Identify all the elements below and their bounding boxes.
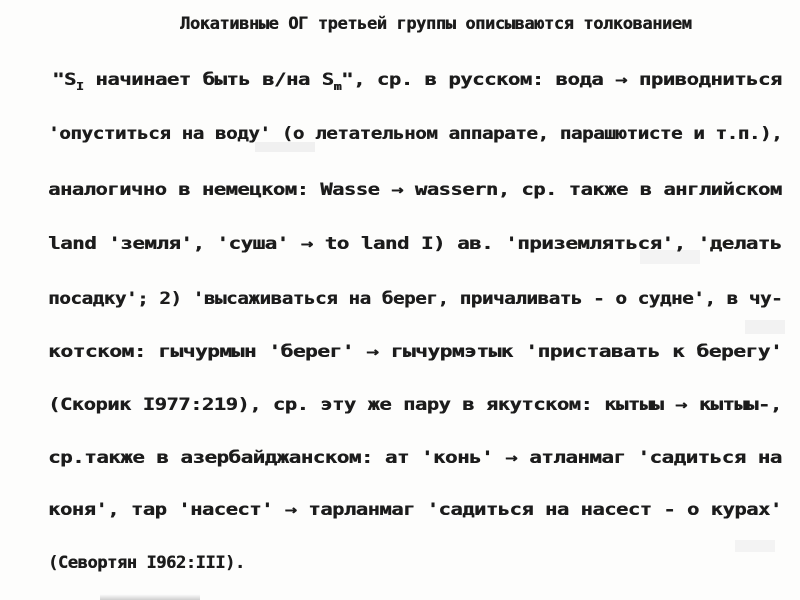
formula-open: "S [52, 70, 76, 90]
text-line-6: посадку'; 2) 'высаживаться на берег, причаливать - о судне', в чу- [48, 289, 783, 309]
show-through-mark [735, 540, 775, 552]
text-line-3: 'опуститься на воду' (о летательном аппарате, парашютисте и т.п.), [48, 124, 783, 144]
text-line-10: коня', тар 'насест' → тарланмаг 'садиться на насест - о курах' [48, 500, 782, 520]
text-line-8: (Скорик I977:219), ср. эту же пару в якутском: кытыы → кытыы-, [48, 395, 782, 415]
text-line-11: (Севортян I962:III). [48, 553, 245, 573]
scan-edge-smudge [100, 594, 200, 600]
formula-middle: начинает быть в/на S [83, 70, 334, 90]
text-line-4: аналогично в немецком: Wasse → wassern, ср. также в английском [48, 180, 782, 200]
text-line-5: land 'земля', 'суша' → to land I) ав. 'приземляться', 'делать [48, 234, 782, 254]
subscript-i: I [75, 80, 84, 93]
text-line-7: котском: гычурмын 'берег' → гычурмэтык 'приставать к берегу' [48, 342, 783, 362]
text-line-1: Локативные ОГ третьей группы описываются толкованием [180, 14, 692, 34]
show-through-mark [745, 320, 785, 334]
formula-close: ", ср. в русском: вода → приводниться [341, 70, 782, 90]
text-line-2 [52, 70, 782, 93]
text-line-9: ср.также в азербайджанском: ат 'конь' → атланмаг 'садиться на [48, 448, 782, 468]
subscript-m: m [333, 80, 342, 93]
